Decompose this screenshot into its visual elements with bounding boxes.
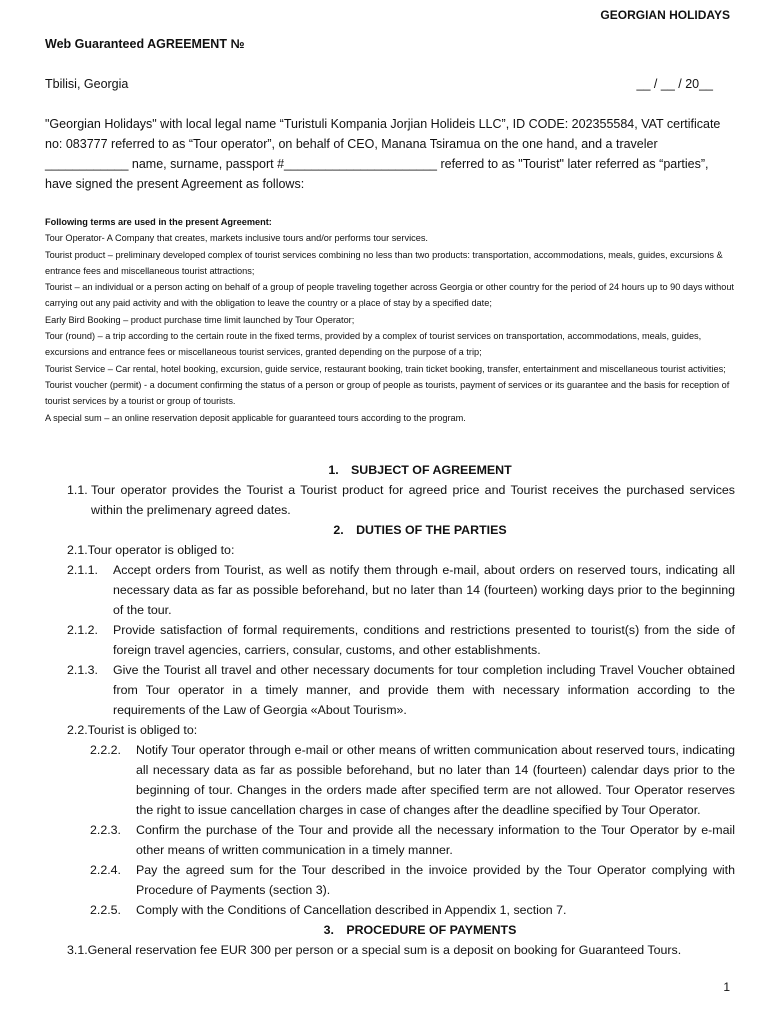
term-item: A special sum – an online reservation deposit applicable for guaranteed tours according to the program. (45, 412, 466, 423)
clause-number: 2.2.5. (90, 903, 122, 917)
agreement-date: __ / __ / 20__ (636, 77, 713, 91)
clause-text: Give the Tourist all travel and other necessary documents for tour completion including Travel Voucher obtained from Tour operator in a timely manner, and provide them with necessary information according to the requirements of the Law of Georgia «About Tourism». (113, 663, 735, 717)
company-header: GEORGIAN HOLIDAYS (600, 8, 730, 22)
clause-2-1-3 (45, 660, 735, 720)
clause-2-1-2 (45, 620, 735, 660)
clause-1-1 (45, 480, 735, 520)
clause-text: Notify Tour operator through e-mail or other means of written communication about reserved tours, indicating all necessary data as far as possible beforehand, but no later than 14 (fourteen) calendar days prior to the beginning of tour. Changes in the orders made after specified term are not allowed. Tour Operator reserves the right to issue cancellation charges in case of changes after the deadline specified by Tour Operator. (136, 743, 735, 817)
term-item: Early Bird Booking – product purchase time limit launched by Tour Operator; (45, 314, 355, 325)
term-item: Tourist – an individual or a person acting on behalf of a group of people traveling together across Georgia or other country for the period of 24 hours up to 90 days without carrying out any paid activity and with the obligation to leave the country or a place of stay by a specified date; (45, 282, 734, 309)
intro-paragraph: "Georgian Holidays" with local legal name “Turistuli Kompania Jorjian Holideis LLC”, ID CODE: 202355584, VAT certificate no: 083777 referred to as “Tour operator”, on behalf of CEO, Manana Tsiramua on the one hand, and a traveler ____________ name, surname, passport #______________________ referred to as "Tourist" later referred as “parties”, have signed the present Agreement as follows: (45, 117, 721, 191)
clause-3-1 (45, 940, 735, 960)
clause-2-2-3 (45, 820, 735, 860)
term-item: Tourist product – preliminary developed complex of tourist services combining no less than two products: transportation, accommodations, meals, guides, excursions & entrance fees and miscellaneous tourist attractions; (45, 249, 723, 276)
clause-number: 2.1.2. (67, 623, 99, 637)
clause-2-1-1 (45, 560, 735, 620)
clause-number: 2.1. (67, 543, 88, 557)
clause-text: Accept orders from Tourist, as well as notify them through e-mail, about orders on reserved tours, indicating all necessary data as far as possible beforehand, but no later than 14 (fourteen) working days prior to the beginning of the tour. (113, 563, 735, 617)
clause-number: 3.1. (67, 943, 88, 957)
term-item: Tourist voucher (permit) - a document confirming the status of a person or group of people as tourists, payment of services or its guarantee and the basis for reception of tourist services by a tourist or group of tourists. (45, 379, 730, 407)
clause-2-2-2 (45, 740, 735, 820)
section-title-payments: 3. PROCEDURE OF PAYMENTS (323, 923, 517, 937)
terms-definitions (45, 214, 735, 426)
clause-number: 2.2. (67, 723, 88, 737)
clause-text: Tour operator is obliged to: (87, 543, 235, 557)
agreement-title: Web Guaranteed AGREEMENT № (45, 37, 245, 51)
clause-text: Provide satisfaction of formal requirements, conditions and restrictions presented to tourist(s) from the side of foreign travel agencies, carriers, consular, customs, and other establishments. (113, 623, 735, 657)
clause-text: Tourist is obliged to: (87, 723, 198, 737)
page-number: 1 (723, 980, 730, 994)
section-title-subject: 1. SUBJECT OF AGREEMENT (328, 463, 512, 477)
clause-text: General reservation fee EUR 300 per person or a special sum is a deposit on booking for Guaranteed Tours. (87, 943, 682, 957)
clause-text: Confirm the purchase of the Tour and provide all the necessary information to the Tour Operator by e-mail other means of written communication in a timely manner. (136, 823, 735, 857)
agreement-city: Tbilisi, Georgia (45, 77, 129, 91)
clause-number: 1.1. (67, 483, 88, 497)
clause-2-2 (45, 720, 735, 740)
clause-number: 2.2.3. (90, 823, 122, 837)
clause-number: 2.2.2. (90, 743, 122, 757)
section-title-duties: 2. DUTIES OF THE PARTIES (333, 523, 507, 537)
term-item: Tourist Service – Car rental, hotel booking, excursion, guide service, restaurant booking, train ticket booking, transfer, entertainment and miscellaneous tourist activities; (45, 363, 726, 374)
clause-text: Comply with the Conditions of Cancellation described in Appendix 1, section 7. (136, 903, 567, 917)
agreement-sections (45, 460, 735, 960)
terms-title: Following terms are used in the present Agreement: (45, 217, 272, 227)
clause-2-1 (45, 540, 735, 560)
clause-text: Tour operator provides the Tourist a Tourist product for agreed price and Tourist receives the purchased services within the prelimenary agreed dates. (91, 483, 735, 517)
term-item: Tour Operator- A Company that creates, markets inclusive tours and/or performs tour services. (45, 233, 428, 244)
term-item: Tour (round) – a trip according to the certain route in the fixed terms, provided by a complex of tourist services on transportation, accommodations, meals, guides, excursions and entrance fees or miscellaneous tourist services, granted depending on the purpose of a trip; (45, 331, 702, 358)
clause-number: 2.1.1. (67, 563, 99, 577)
clause-2-2-5 (45, 900, 735, 920)
clause-2-2-4 (45, 860, 735, 900)
clause-number: 2.2.4. (90, 863, 122, 877)
clause-number: 2.1.3. (67, 663, 99, 677)
clause-text: Pay the agreed sum for the Tour described in the invoice provided by the Tour Operator complying with Procedure of Payments (section 3). (136, 863, 735, 897)
